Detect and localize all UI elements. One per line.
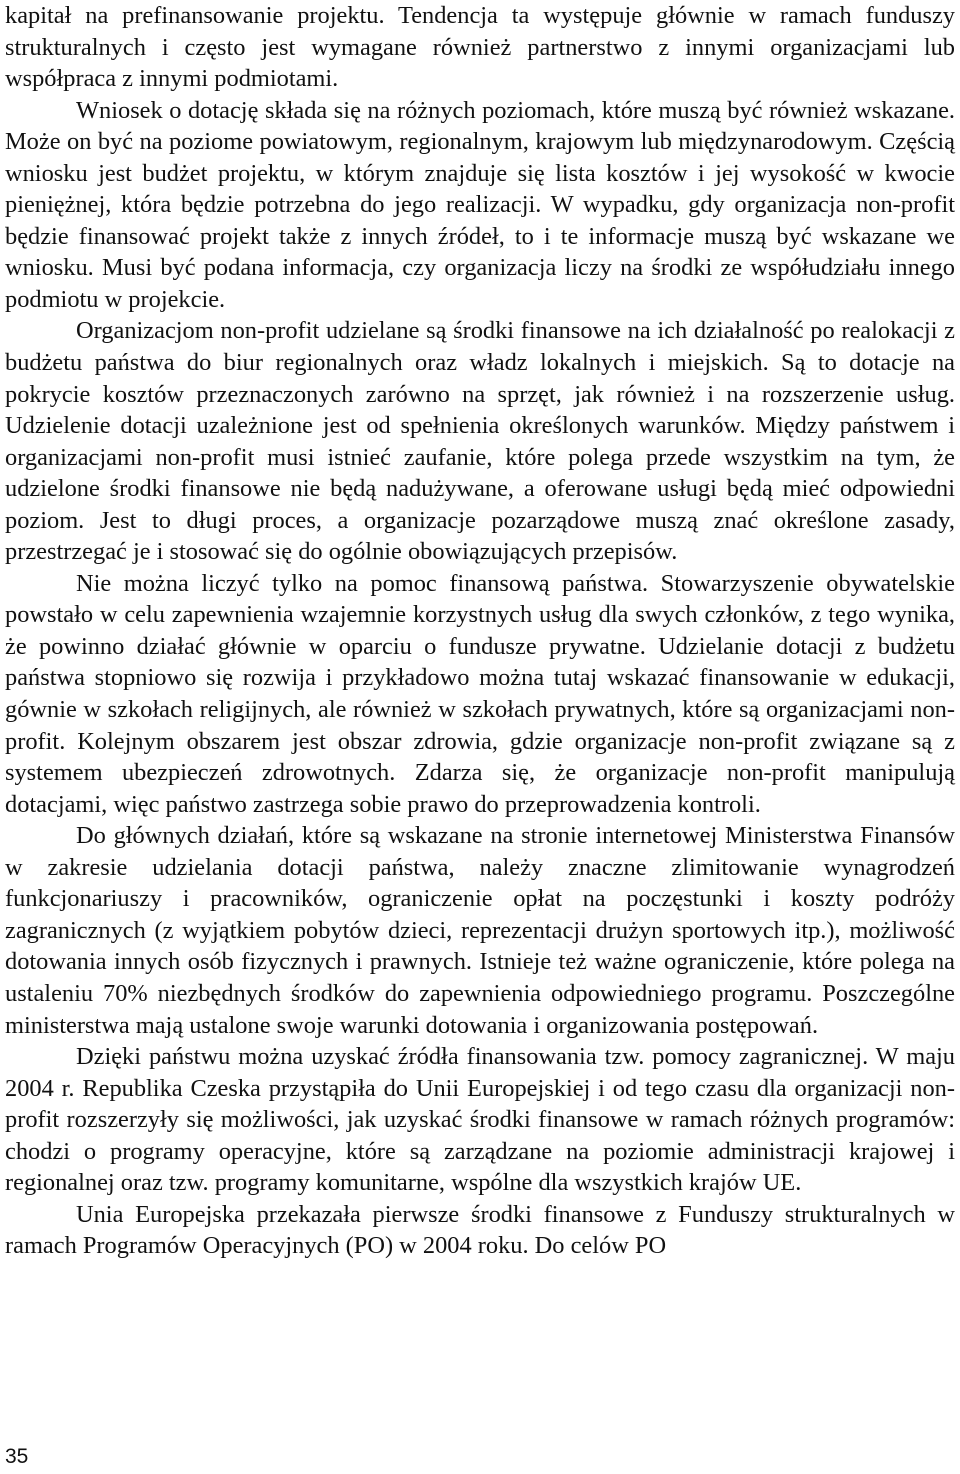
paragraph-7: Unia Europejska przekazała pierwsze środki finansowe z Funduszy strukturalnych w ramach Programów Operacyjnych (PO) w 2004 roku. Do celów PO bbox=[5, 1200, 955, 1260]
paragraph-4: Nie można liczyć tylko na pomoc finansową państwa. Stowarzyszenie obywatelskie powstało w celu zapewnienia wzajemnie korzystnych usług dla swych członków, z tego wynika, że powinno działać głównie w oparciu o fundusze prywatne. Udzielanie dotacji z budżetu państwa stopniowo się rozwija i przykładowo można tutaj wskazać finansowanie w edukacji, gównie w szkołach religijnych, ale również w szkołach prywatnych, które są organizacjami non-profit. Kolejnym obszarem jest obszar zdrowia, gdzie organizacje non-profit związane są z systemem ubezpieczeń zdrowotnych. Zdarza się, że organizacje non-profit manipulują dotacjami, więc państwo zastrzega sobie prawo do przeprowadzenia kontroli. bbox=[5, 569, 955, 818]
paragraph-2: Wniosek o dotację składa się na różnych poziomach, które muszą być również wskazane. Może on być na poziome powiatowym, regionalnym, krajowym lub międzynarodowym. Częścią wniosku jest budżet projektu, w którym znajduje się lista kosztów i jej wysokość w kwocie pieniężnej, która będzie potrzebna do jego realizacji. W wypadku, gdy organizacja non-profit będzie finansować projekt także z innych źródeł, to i te informacje muszą być wskazane we wniosku. Musi być podana informacja, czy organizacja liczy na środki ze współudziału innego podmiotu w projekcie. bbox=[5, 96, 955, 313]
page-number: 35 bbox=[5, 1445, 29, 1468]
paragraph-6: Dzięki państwu można uzyskać źródła finansowania tzw. pomocy zagranicznej. W maju 2004 r. Republika Czeska przystąpiła do Unii Europejskiej i od tego czasu dla organizacji non-profit rozszerzyły się możliwości, jak uzyskać środki finansowe w ramach różnych programów: chodzi o programy operacyjne, które są zarządzane na poziomie administracji krajowej i regionalnej oraz tzw. programy komunitarne, wspólne dla wszystkich krajów UE. bbox=[5, 1043, 955, 1197]
document-page bbox=[5, 0, 955, 1262]
paragraph-3: Organizacjom non-profit udzielane są środki finansowe na ich działalność po realokacji z budżetu państwa do biur regionalnych oraz władz lokalnych i miejskich. Są to dotacje na pokrycie kosztów przeznaczonych zarówno na sprzęt, jak również i na rozszerzenie usług. Udzielenie dotacji uzależnione jest od spełnienia określonych warunków. Między państwem i organizacjami non-profit musi istnieć zaufanie, które polega przede wszystkim na tym, że udzielone środki finansowe nie będą nadużywane, a oferowane usługi będą mieć odpowiedni poziom. Jest to długi proces, a organizacje pozarządowe muszą znać określone zasady, przestrzegać je i stosować się do ogólnie obowiązujących przepisów. bbox=[5, 317, 955, 566]
paragraph-1: kapitał na prefinansowanie projektu. Tendencja ta występuje głównie w ramach funduszy strukturalnych i często jest wymagane również partnerstwo z innymi organizacjami lub współpraca z innymi podmiotami. bbox=[5, 2, 955, 93]
paragraph-5: Do głównych działań, które są wskazane na stronie internetowej Ministerstwa Finansów w zakresie udzielania dotacji państwa, należy znaczne zlimitowanie wynagrodzeń funkcjonariuszy i pracowników, ograniczenie opłat na poczęstunki i koszty podróży zagranicznych (z wyjątkiem pobytów dzieci, reprezentacji drużyn sportowych itp.), możliwość dotowania innych osób fizycznych i prawnych. Istnieje też ważne ograniczenie, które polega na ustaleniu 70% niezbędnych środków do zapewnienia odpowiedniego programu. Poszczególne ministerstwa mają ustalone swoje warunki dotowania i organizowania postępowań. bbox=[5, 822, 955, 1039]
